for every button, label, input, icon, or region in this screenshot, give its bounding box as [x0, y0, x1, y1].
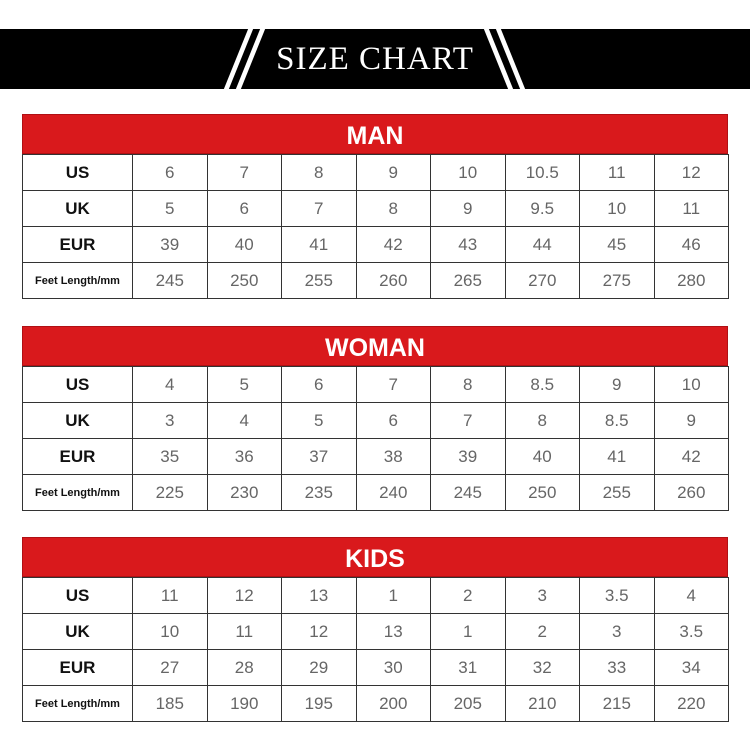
size-cell: 255 — [282, 263, 357, 299]
size-table — [22, 154, 729, 299]
size-cell: 32 — [505, 650, 580, 686]
size-cell: 30 — [356, 650, 431, 686]
size-cell: 9 — [654, 403, 729, 439]
size-cell: 40 — [505, 439, 580, 475]
row-label: Feet Length/mm — [23, 475, 133, 511]
size-cell: 28 — [207, 650, 282, 686]
table-row — [23, 439, 729, 475]
section-header: KIDS — [22, 537, 728, 577]
size-cell: 245 — [133, 263, 208, 299]
size-cell: 240 — [356, 475, 431, 511]
table-row — [23, 367, 729, 403]
size-cell: 250 — [207, 263, 282, 299]
row-label: Feet Length/mm — [23, 263, 133, 299]
size-cell: 12 — [207, 578, 282, 614]
size-cell: 11 — [580, 155, 655, 191]
size-cell: 13 — [282, 578, 357, 614]
size-cell: 7 — [207, 155, 282, 191]
size-cell: 6 — [133, 155, 208, 191]
size-cell: 275 — [580, 263, 655, 299]
size-cell: 42 — [654, 439, 729, 475]
table-row — [23, 155, 729, 191]
size-cell: 4 — [207, 403, 282, 439]
size-cell: 2 — [505, 614, 580, 650]
size-cell: 12 — [654, 155, 729, 191]
size-cell: 10 — [580, 191, 655, 227]
row-label: EUR — [23, 227, 133, 263]
size-cell: 8 — [356, 191, 431, 227]
size-cell: 8 — [431, 367, 506, 403]
size-cell: 7 — [282, 191, 357, 227]
table-row — [23, 263, 729, 299]
size-cell: 215 — [580, 686, 655, 722]
size-cell: 200 — [356, 686, 431, 722]
size-cell: 38 — [356, 439, 431, 475]
size-cell: 36 — [207, 439, 282, 475]
size-cell: 11 — [654, 191, 729, 227]
row-label: US — [23, 578, 133, 614]
size-cell: 10 — [431, 155, 506, 191]
size-cell: 9.5 — [505, 191, 580, 227]
size-cell: 4 — [133, 367, 208, 403]
size-cell: 46 — [654, 227, 729, 263]
size-cell: 255 — [580, 475, 655, 511]
size-section-woman — [22, 326, 728, 511]
row-label: UK — [23, 403, 133, 439]
size-cell: 6 — [207, 191, 282, 227]
size-cell: 39 — [133, 227, 208, 263]
size-section-kids — [22, 537, 728, 722]
table-row — [23, 614, 729, 650]
size-cell: 6 — [356, 403, 431, 439]
size-cell: 44 — [505, 227, 580, 263]
size-cell: 42 — [356, 227, 431, 263]
size-cell: 260 — [356, 263, 431, 299]
size-cell: 41 — [580, 439, 655, 475]
size-cell: 7 — [431, 403, 506, 439]
size-cell: 7 — [356, 367, 431, 403]
size-table — [22, 366, 729, 511]
size-cell: 35 — [133, 439, 208, 475]
size-cell: 9 — [580, 367, 655, 403]
size-cell: 220 — [654, 686, 729, 722]
size-cell: 39 — [431, 439, 506, 475]
size-cell: 1 — [431, 614, 506, 650]
section-header: MAN — [22, 114, 728, 154]
row-label: EUR — [23, 650, 133, 686]
size-cell: 8.5 — [505, 367, 580, 403]
size-cell: 1 — [356, 578, 431, 614]
row-label: Feet Length/mm — [23, 686, 133, 722]
size-cell: 5 — [207, 367, 282, 403]
size-cell: 2 — [431, 578, 506, 614]
size-cell: 3.5 — [654, 614, 729, 650]
row-label: UK — [23, 191, 133, 227]
size-cell: 27 — [133, 650, 208, 686]
size-cell: 230 — [207, 475, 282, 511]
size-cell: 4 — [654, 578, 729, 614]
size-cell: 3 — [505, 578, 580, 614]
size-cell: 190 — [207, 686, 282, 722]
size-cell: 34 — [654, 650, 729, 686]
size-cell: 11 — [207, 614, 282, 650]
size-cell: 13 — [356, 614, 431, 650]
page-title: SIZE CHART — [276, 41, 474, 77]
size-cell: 245 — [431, 475, 506, 511]
row-label: US — [23, 367, 133, 403]
size-cell: 225 — [133, 475, 208, 511]
size-table — [22, 577, 729, 722]
size-section-man — [22, 114, 728, 299]
table-row — [23, 650, 729, 686]
row-label: EUR — [23, 439, 133, 475]
size-cell: 6 — [282, 367, 357, 403]
size-cell: 29 — [282, 650, 357, 686]
size-cell: 195 — [282, 686, 357, 722]
row-label: US — [23, 155, 133, 191]
size-cell: 9 — [356, 155, 431, 191]
size-cell: 185 — [133, 686, 208, 722]
size-cell: 40 — [207, 227, 282, 263]
size-cell: 33 — [580, 650, 655, 686]
size-cell: 8 — [505, 403, 580, 439]
size-cell: 10 — [654, 367, 729, 403]
size-cell: 5 — [282, 403, 357, 439]
size-cell: 205 — [431, 686, 506, 722]
row-label: UK — [23, 614, 133, 650]
size-cell: 45 — [580, 227, 655, 263]
table-row — [23, 686, 729, 722]
section-header: WOMAN — [22, 326, 728, 366]
size-cell: 10.5 — [505, 155, 580, 191]
size-cell: 10 — [133, 614, 208, 650]
title-banner — [0, 29, 750, 89]
table-row — [23, 475, 729, 511]
size-cell: 250 — [505, 475, 580, 511]
size-cell: 9 — [431, 191, 506, 227]
size-cell: 37 — [282, 439, 357, 475]
size-cell: 265 — [431, 263, 506, 299]
size-cell: 235 — [282, 475, 357, 511]
size-cell: 3 — [580, 614, 655, 650]
size-cell: 260 — [654, 475, 729, 511]
size-cell: 3 — [133, 403, 208, 439]
size-cell: 12 — [282, 614, 357, 650]
size-cell: 270 — [505, 263, 580, 299]
table-row — [23, 403, 729, 439]
table-row — [23, 191, 729, 227]
size-cell: 43 — [431, 227, 506, 263]
size-cell: 3.5 — [580, 578, 655, 614]
size-cell: 8 — [282, 155, 357, 191]
table-row — [23, 227, 729, 263]
size-cell: 11 — [133, 578, 208, 614]
table-row — [23, 578, 729, 614]
size-cell: 8.5 — [580, 403, 655, 439]
size-cell: 210 — [505, 686, 580, 722]
size-cell: 31 — [431, 650, 506, 686]
size-cell: 41 — [282, 227, 357, 263]
size-cell: 5 — [133, 191, 208, 227]
size-cell: 280 — [654, 263, 729, 299]
